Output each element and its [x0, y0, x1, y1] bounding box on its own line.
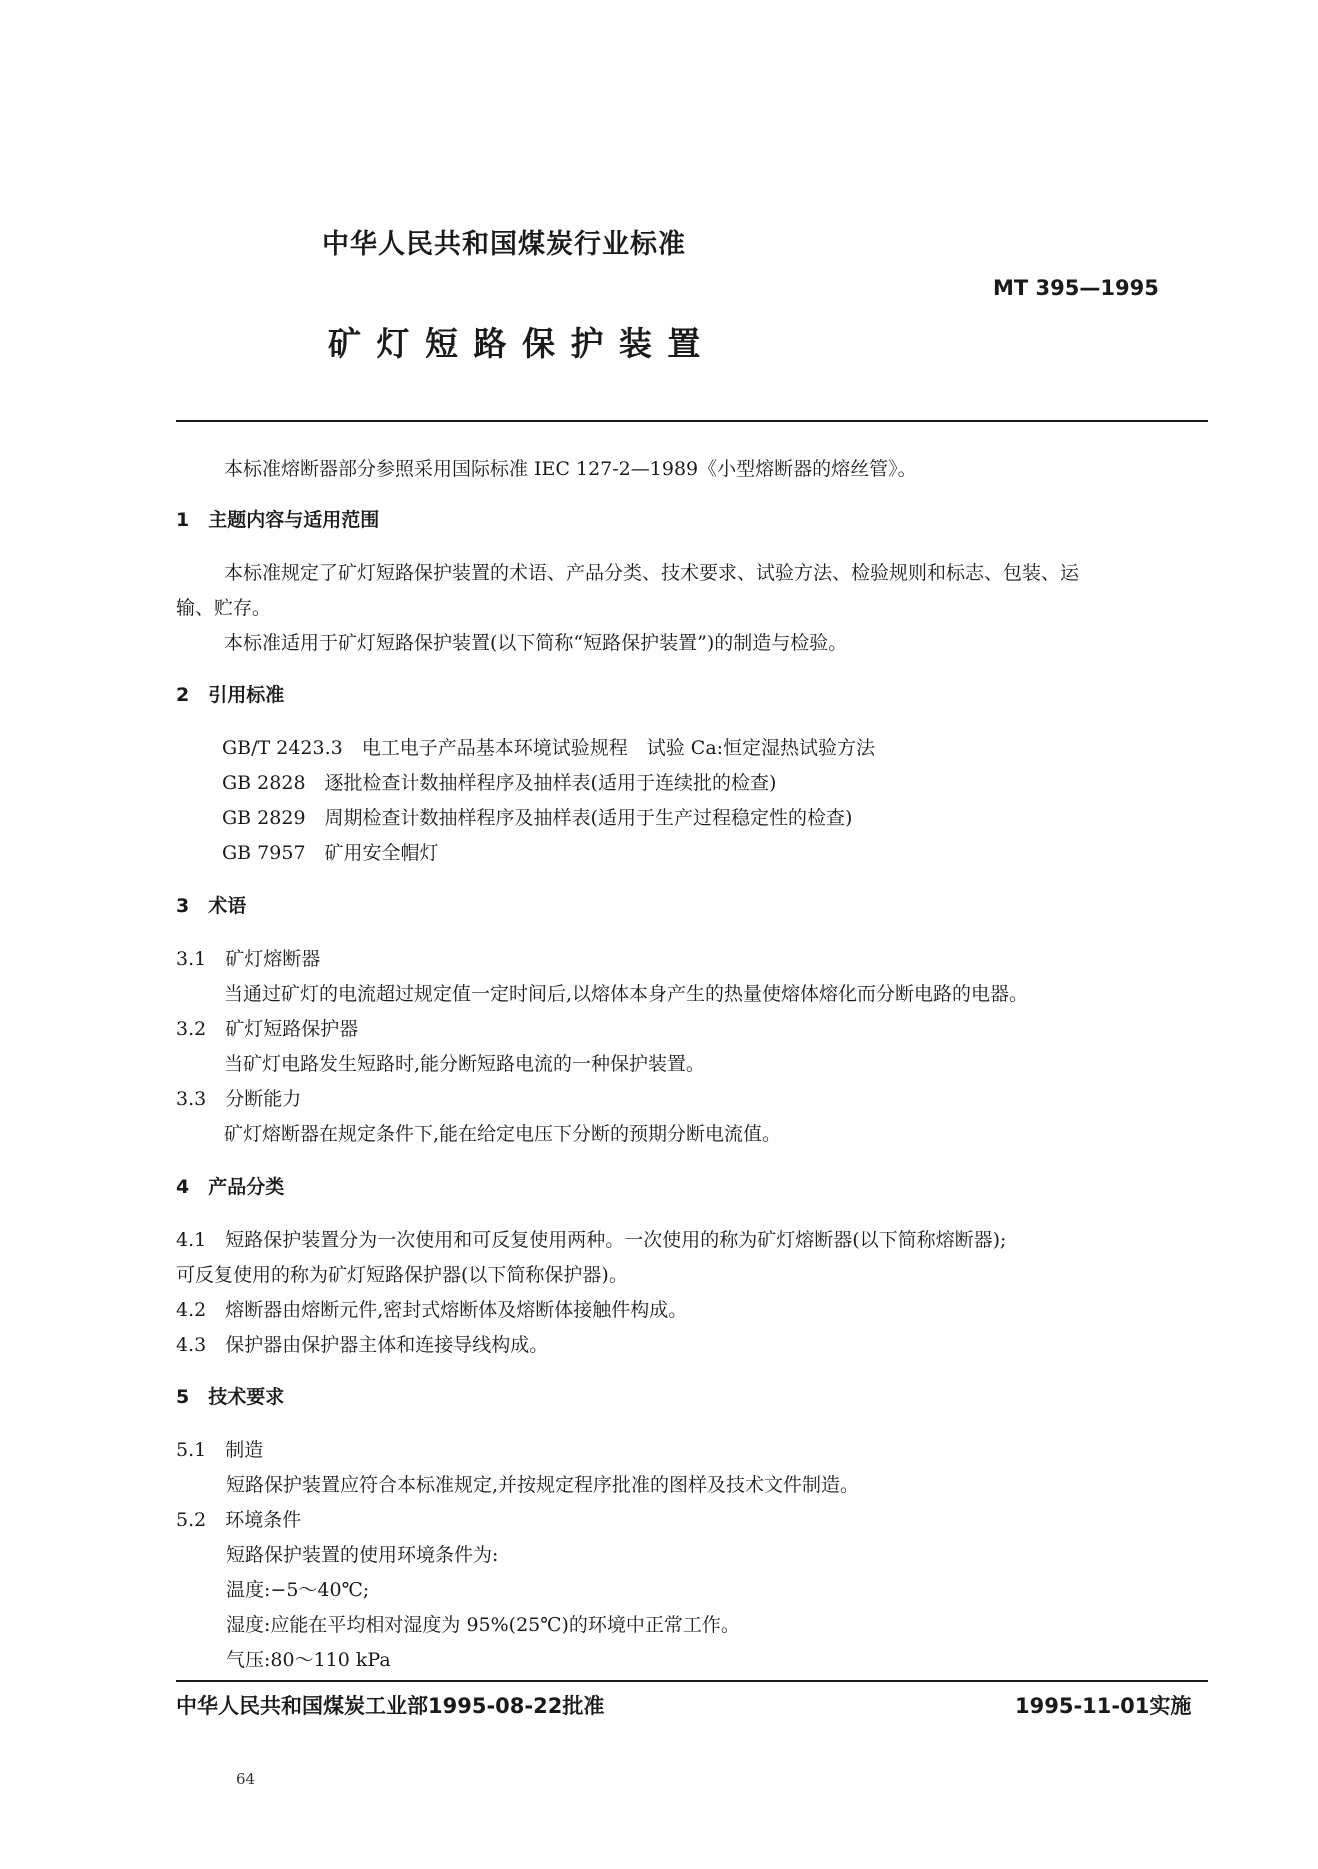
environment-pressure: 气压:80～110 kPa	[226, 1649, 391, 1671]
footer-rule	[176, 1680, 1208, 1682]
section-1-para-1b: 输、贮存。	[176, 597, 272, 619]
clause-4-2: 4.2 熔断器由熔断元件,密封式熔断体及熔断体接触件构成。	[176, 1299, 688, 1321]
clause-4-1b: 可反复使用的称为矿灯短路保护器(以下简称保护器)。	[176, 1264, 628, 1286]
clause-5-2-title: 5.2 环境条件	[176, 1509, 302, 1531]
term-3-1-definition: 当通过矿灯的电流超过规定值一定时间后,以熔体本身产生的热量使熔体熔化而分断电路的电器。	[224, 983, 1029, 1005]
clause-5-1-title: 5.1 制造	[176, 1439, 264, 1461]
standard-code: MT 395—1995	[993, 276, 1159, 300]
page-number: 64	[236, 1770, 256, 1788]
reference-item: GB 7957 矿用安全帽灯	[222, 842, 439, 864]
intro-paragraph: 本标准熔断器部分参照采用国际标准 IEC 127-2—1989《小型熔断器的熔丝管》。	[224, 458, 917, 480]
environment-temperature: 温度:−5～40℃;	[226, 1579, 370, 1601]
approval-note: 中华人民共和国煤炭工业部1995-08-22批准	[176, 1694, 605, 1718]
section-1-para-2: 本标准适用于矿灯短路保护装置(以下简称“短路保护装置”)的制造与检验。	[224, 632, 848, 654]
term-3-3-title: 3.3 分断能力	[176, 1088, 302, 1110]
term-3-3-definition: 矿灯熔断器在规定条件下,能在给定电压下分断的预期分断电流值。	[224, 1123, 782, 1145]
reference-item: GB 2829 周期检查计数抽样程序及抽样表(适用于生产过程稳定性的检查)	[222, 807, 853, 829]
section-2-heading: 2 引用标准	[176, 684, 285, 706]
effective-date: 1995-11-01实施	[1015, 1694, 1192, 1718]
term-3-1-title: 3.1 矿灯熔断器	[176, 948, 321, 970]
term-3-2-definition: 当矿灯电路发生短路时,能分断短路电流的一种保护装置。	[224, 1053, 706, 1075]
environment-intro: 短路保护装置的使用环境条件为:	[226, 1544, 499, 1566]
section-1-heading: 1 主题内容与适用范围	[176, 509, 380, 531]
reference-item: GB 2828 逐批检查计数抽样程序及抽样表(适用于连续批的检查)	[222, 772, 777, 794]
environment-humidity: 湿度:应能在平均相对湿度为 95%(25℃)的环境中正常工作。	[226, 1614, 740, 1636]
section-3-heading: 3 术语	[176, 895, 247, 917]
clause-4-3: 4.3 保护器由保护器主体和连接导线构成。	[176, 1334, 549, 1356]
section-4-heading: 4 产品分类	[176, 1176, 285, 1198]
section-1-para-1a: 本标准规定了矿灯短路保护装置的术语、产品分类、技术要求、试验方法、检验规则和标志、包装、运	[224, 562, 1080, 584]
section-5-heading: 5 技术要求	[176, 1386, 285, 1408]
term-3-2-title: 3.2 矿灯短路保护器	[176, 1018, 359, 1040]
reference-item: GB/T 2423.3 电工电子产品基本环境试验规程 试验 Ca:恒定湿热试验方法	[222, 737, 876, 759]
clause-4-1a: 4.1 短路保护装置分为一次使用和可反复使用两种。一次使用的称为矿灯熔断器(以下简称熔断器);	[176, 1229, 1007, 1251]
org-title: 中华人民共和国煤炭行业标准	[322, 229, 686, 260]
doc-title: 矿 灯 短 路 保 护 装 置	[328, 324, 703, 363]
header-rule	[176, 420, 1208, 422]
clause-5-1-text: 短路保护装置应符合本标准规定,并按规定程序批准的图样及技术文件制造。	[226, 1474, 860, 1496]
